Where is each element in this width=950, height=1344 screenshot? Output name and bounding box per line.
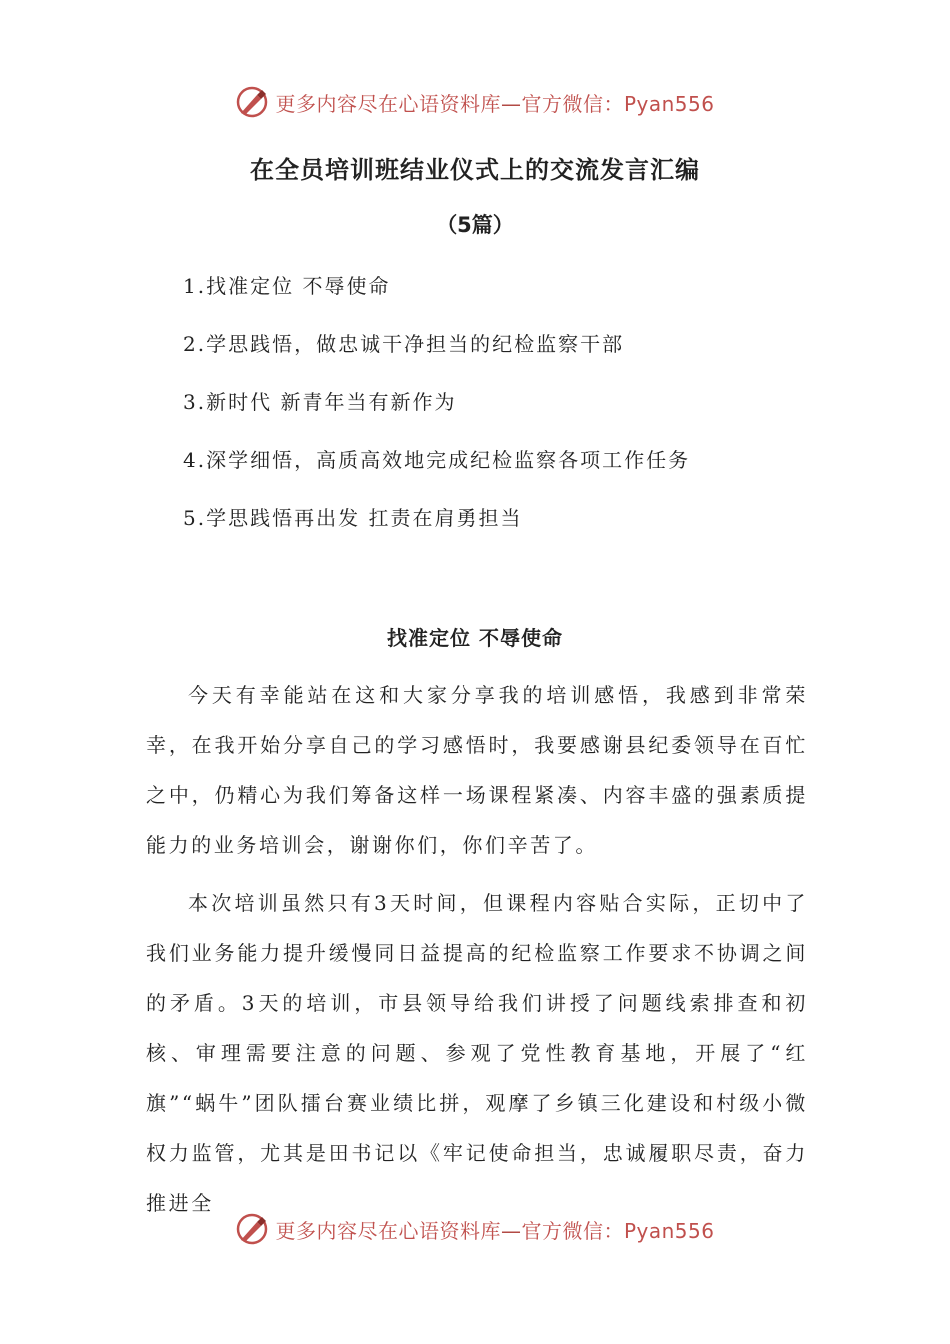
footer-banner	[0, 1209, 950, 1249]
banner-text	[275, 1215, 714, 1244]
section-title: 找准定位 不辱使命	[387, 626, 563, 650]
toc-item: 3.新时代 新青年当有新作为	[183, 390, 457, 414]
pen-logo-icon	[235, 1212, 269, 1246]
banner-wechat: 官方微信：Pyan556	[521, 91, 715, 116]
banner-wechat: 官方微信：Pyan556	[521, 1218, 715, 1243]
toc-item: 4.深学细悟，高质高效地完成纪检监察各项工作任务	[183, 448, 691, 472]
body-text	[146, 670, 808, 1228]
banner-text	[275, 88, 714, 117]
banner-main-text: 更多内容尽在心语资料库	[275, 1218, 501, 1243]
toc-item: 2.学思践悟，做忠诚干净担当的纪检监察干部	[183, 332, 625, 356]
paragraph: 今天有幸能站在这和大家分享我的培训感悟，我感到非常荣幸，在我开始分享自己的学习感悟时，我要感谢县纪委领导在百忙之中，仍精心为我们筹备这样一场课程紧凑、内容丰盛的强素质提能力的业务培训会，谢谢你们，你们辛苦了。	[146, 683, 808, 857]
pen-logo-icon	[235, 85, 269, 119]
banner-main-text: 更多内容尽在心语资料库	[275, 91, 501, 116]
banner-separator: —	[500, 91, 522, 116]
toc-item: 1.找准定位 不辱使命	[183, 274, 391, 298]
document-subtitle: （5篇）	[436, 213, 514, 237]
header-banner	[0, 82, 950, 122]
banner-separator: —	[500, 1218, 522, 1243]
toc-item: 5.学思践悟再出发 扛责在肩勇担当	[183, 506, 523, 530]
table-of-contents	[183, 268, 690, 558]
document-title: 在全员培训班结业仪式上的交流发言汇编	[250, 156, 700, 184]
paragraph: 本次培训虽然只有3天时间，但课程内容贴合实际，正切中了我们业务能力提升缓慢同日益提高的纪检监察工作要求不协调之间的矛盾。3天的培训，市县领导给我们讲授了问题线索排查和初核、审理需要注意的问题、参观了党性教育基地，开展了“红旗”“蜗牛”团队擂台赛业绩比拼，观摩了乡镇三化建设和村级小微权力监管，尤其是田书记以《牢记使命担当，忠诚履职尽责，奋力推进全	[146, 891, 808, 1215]
